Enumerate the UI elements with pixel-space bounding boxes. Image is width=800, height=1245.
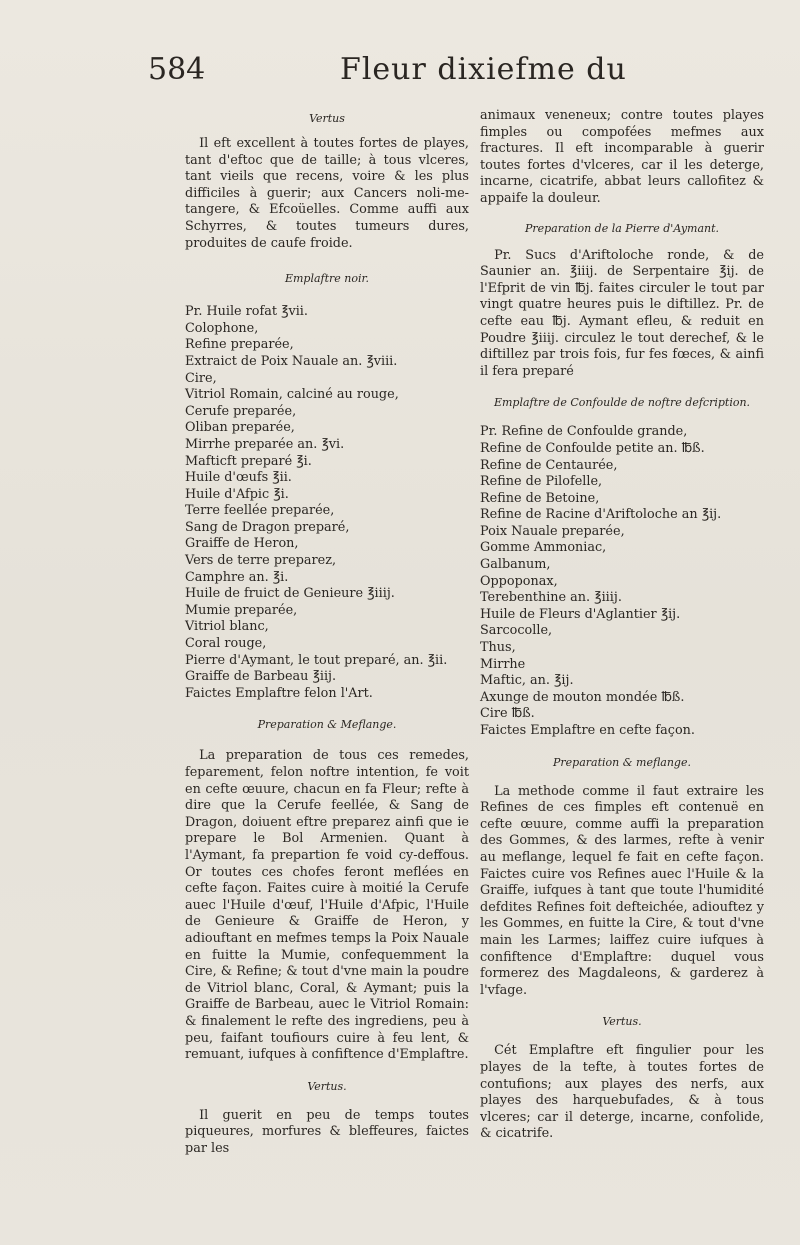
- section-heading-consoulde: Emplaftre de Confoulde de noftre defcription.: [493, 396, 751, 410]
- ingredient-line: Faictes Emplaftre felon l'Art.: [185, 685, 373, 701]
- ingredient-list: [185, 304, 469, 702]
- ingredient-line: Poix Nauale preparée,: [480, 523, 625, 539]
- section-heading-preparation: Preparation & Meflange.: [257, 718, 397, 732]
- section-heading-meslange: Preparation & meflange.: [553, 755, 691, 769]
- ingredient-line: Huile d'Afpic ℥i.: [185, 486, 289, 502]
- ingredient-list-right: [480, 424, 764, 739]
- section-heading-vertus-3: Vertus.: [602, 1015, 642, 1029]
- ingredient-line: Vitriol Romain, calciné au rouge,: [185, 387, 399, 403]
- ingredient-line: Faictes Emplaftre en cefte façon.: [480, 723, 695, 738]
- section-heading-vertus: Vertus: [309, 112, 345, 125]
- ingredient-line: Mumie preparée,: [185, 602, 298, 618]
- ingredient-line: Terre feellée preparée,: [185, 503, 335, 519]
- ingredient-line: Huile de fruict de Genieure ℥iiij.: [185, 586, 395, 602]
- ingredient-line: Refine de Betoine,: [480, 490, 600, 506]
- ingredient-line: Vitriol blanc,: [185, 619, 269, 635]
- ingredient-line: Gomme Ammoniac,: [480, 540, 607, 556]
- ingredient-line: Graiffe de Heron,: [185, 536, 299, 552]
- ingredient-line: Oliban preparée,: [185, 420, 295, 436]
- ingredient-line: Coral rouge,: [185, 636, 267, 652]
- ingredient-line: Cerufe preparée,: [185, 403, 297, 419]
- ingredient-line: Pr. Huile rofat ℥vii.: [185, 304, 308, 320]
- preparation-paragraph: La preparation de tous ces remedes, feparement, felon noftre intention, fe voit en cefte œuure, chacun en fa Fleur; refte à dire que la Cerufe feellée, & Sang de Dragon, doiuent eftre preparez ainfi que ie prepare le Bol Armenien. Quant à l'Aymant, fa prepartion fe void cy-deffous. Or toutes ces chofes feront meflées en cefte façon. Faites cuire à moitié la Cerufe auec l'Huile d'œuf, l'Huile d'Afpic, l'Huile de Genieure & Graiffe de Heron, y adiouftant en mefmes temps la Poix Nauale en fuitte la Mumie, confequemment la Cire, & Refine; & tout d'vne main la poudre de Vitriol blanc, Coral, & Aymant; puis la Graiffe de Barbeau, auec le Vitriol Romain: & finalement le refte des ingrediens, peu à peu, faifant toufiours cuire à feu lent, & remuant, iufques à confiftence d'Emplaftre.: [185, 748, 469, 1063]
- section-heading-emplastre-noir: Emplaftre noir.: [284, 272, 370, 286]
- ingredient-line: Camphre an. ℥i.: [185, 569, 289, 585]
- ingredient-line: Refine de Racine d'Ariftoloche an ℥ij.: [480, 507, 722, 523]
- ingredient-line: Terebenthine an. ℥iiij.: [480, 590, 622, 606]
- ingredient-line: Refine de Confoulde petite an. ℔ß.: [480, 440, 705, 456]
- ingredient-line: Maftic, an. ℥ij.: [480, 673, 574, 689]
- ingredient-line: Thus,: [480, 640, 516, 656]
- ingredient-line: Pierre d'Aymant, le tout preparé, an. ℥ii.: [185, 652, 448, 668]
- ingredient-line: Galbanum,: [480, 557, 551, 573]
- ingredient-line: Pr. Refine de Confoulde grande,: [480, 424, 688, 440]
- running-title: Fleur dixiefme du: [340, 52, 627, 87]
- vertus-paragraph-2: Il guerit en peu de temps toutes piqueures, morfures & bleffeures, faictes par les: [185, 1107, 469, 1156]
- page-number: 584: [148, 52, 206, 87]
- ingredient-line: Refine de Pilofelle,: [480, 474, 603, 490]
- ingredient-line: Graiffe de Barbeau ℥iij.: [185, 669, 337, 685]
- section-heading-vertus-2: Vertus.: [307, 1079, 347, 1093]
- meslange-paragraph: La methode comme il faut extraire les Refines de ces fimples eft contenuë en cefte œuure, comme auffi la preparation des Gommes, & des larmes, refte à venir au meflange, lequel fe fait en cefte façon. Faictes cuire vos Refines auec l'Huile & la Graiffe, iufques à tant que toute l'humidité defdites Refines foit defteichée, adiouftez y les Gommes, en fuitte la Cire, & tout d'vne main les Larmes; laiffez cuire iufques à confiftence d'Emplaftre: duquel vous formerez des Magdaleons, & garderez à l'vfage.: [480, 783, 764, 998]
- ingredient-line: Colophone,: [185, 320, 259, 336]
- ingredient-line: Extraict de Poix Nauale an. ℥viii.: [185, 353, 398, 369]
- ingredient-line: Refine de Centaurée,: [480, 457, 618, 473]
- ingredient-line: Axunge de mouton mondée ℔ß.: [480, 689, 685, 705]
- vertus-paragraph: Il eft excellent à toutes fortes de playes, tant d'eftoc que de taille; à tous vlceres, tant vieils que recens, voire & les plus difficiles à guerir; aux Cancers noli-me-tangere, & Efcoüelles. Comme auffi aux Schyrres, & toutes tumeurs dures, produites de caufe froide.: [185, 136, 469, 251]
- ingredient-line: Mafticft preparé ℥i.: [185, 453, 312, 469]
- ingredient-line: Mirrhe: [480, 656, 526, 672]
- continuation-paragraph: animaux veneneux; contre toutes playes fimples ou compofées mefmes aux fractures. Il eft incomparable à guerir toutes fortes d'vlceres, car il les deterge, incarne, cicatrife, abbat leurs callofitez & appaife la douleur.: [480, 108, 764, 206]
- ingredient-line: Mirrhe preparée an. ℥vi.: [185, 436, 345, 452]
- ingredient-line: Cire,: [185, 370, 217, 386]
- left-column: [185, 108, 469, 1157]
- ingredient-line: Sarcocolle,: [480, 623, 553, 639]
- pierre-paragraph: Pr. Sucs d'Ariftoloche ronde, & de Saunier an. ℥iiij. de Serpentaire ℥ij. de l'Efprit de vin ℔j. faites circuler le tout par vingt quatre heures puis le diftillez. Pr. de cefte eau ℔j. Aymant efleu, & reduit en Poudre ℥iiij. circulez le tout derechef, & le diftillez par trois fois, fur fes fœces, & ainfi il fera preparé: [480, 247, 764, 379]
- ingredient-line: Oppoponax,: [480, 573, 558, 589]
- ingredient-line: Huile de Fleurs d'Aglantier ℥ij.: [480, 606, 681, 622]
- vertus-paragraph-3: Cét Emplaftre eft fingulier pour les playes de la tefte, à toutes fortes de contufions; aux playes des nerfs, aux playes des harquebufades, & à tous vlceres; car il deterge, incarne, confolide, & cicatrife.: [480, 1043, 764, 1142]
- ingredient-line: Cire ℔ß.: [480, 706, 535, 722]
- right-column: [480, 108, 764, 1143]
- ingredient-line: Huile d'œufs ℥ii.: [185, 470, 292, 486]
- section-heading-pierre-aymant: Preparation de la Pierre d'Aymant.: [524, 221, 720, 235]
- ingredient-line: Refine preparée,: [185, 337, 294, 353]
- ingredient-line: Vers de terre preparez,: [185, 553, 337, 569]
- ingredient-line: Sang de Dragon preparé,: [185, 519, 350, 535]
- page-header: [0, 52, 800, 92]
